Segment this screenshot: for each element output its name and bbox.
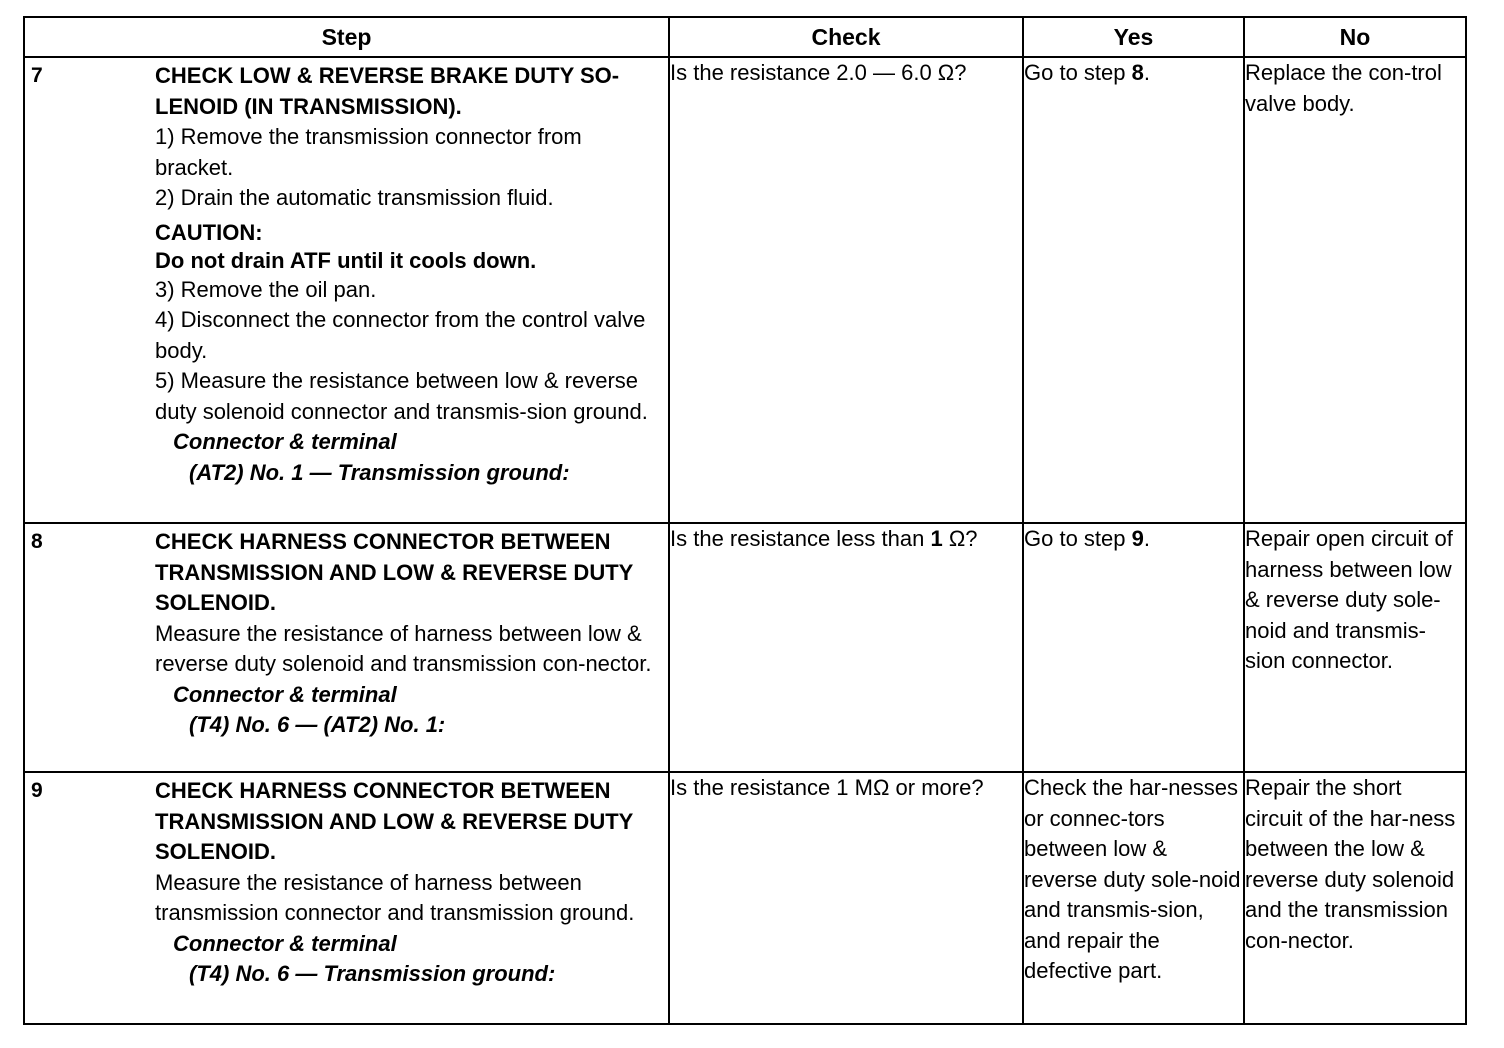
- connector-terminal-value: (AT2) No. 1 — Transmission ground:: [189, 459, 570, 485]
- yes-step-number: 8: [1131, 60, 1144, 85]
- check-text: Is the resistance less than: [670, 526, 931, 551]
- yes-cell: [1023, 57, 1244, 523]
- connector-terminal-label: Connector & terminal: [173, 429, 397, 454]
- yes-cell: Check the har-nesses or connec-tors between low & reverse duty sole-noid and transmis-sion, and repair the defective part.: [1023, 772, 1244, 1024]
- yes-text: Go to step: [1024, 60, 1132, 85]
- step-description: Measure the resistance of harness between transmission connector and transmission ground.: [155, 869, 635, 925]
- diagnostic-table: [23, 16, 1467, 1025]
- step-instruction: 4) Disconnect the connector from the control valve body.: [155, 307, 646, 363]
- step-instruction: 2) Drain the automatic transmission fluid.: [155, 185, 554, 210]
- yes-text: Go to step: [1024, 526, 1132, 551]
- header-step: Step: [24, 17, 669, 57]
- table-row: [24, 772, 1466, 1024]
- check-suffix: Ω?: [942, 526, 978, 551]
- header-check: Check: [669, 17, 1023, 57]
- table-row: [24, 523, 1466, 772]
- step-cell: [24, 57, 669, 523]
- step-description: Measure the resistance of harness between low & reverse duty solenoid and transmission con-nector.: [155, 620, 652, 676]
- connector-terminal-value: (T4) No. 6 — Transmission ground:: [189, 961, 556, 986]
- check-value: 1: [930, 526, 943, 551]
- no-cell: Repair open circuit of harness between low & reverse duty sole-noid and transmis-sion connector.: [1244, 523, 1466, 772]
- caution-text: Do not drain ATF until it cools down.: [155, 247, 537, 273]
- step-instruction: 5) Measure the resistance between low & reverse duty solenoid connector and transmis-sion ground.: [155, 368, 648, 424]
- yes-step-number: 9: [1131, 526, 1144, 551]
- step-number: 8: [31, 530, 43, 553]
- check-cell: [669, 523, 1023, 772]
- yes-suffix: .: [1143, 526, 1150, 551]
- check-cell: Is the resistance 1 MΩ or more?: [669, 772, 1023, 1024]
- check-cell: Is the resistance 2.0 — 6.0 Ω?: [669, 57, 1023, 523]
- header-no: No: [1244, 17, 1466, 57]
- yes-suffix: .: [1143, 60, 1150, 85]
- step-cell: [24, 772, 669, 1024]
- step-cell: [24, 523, 669, 772]
- no-cell: Repair the short circuit of the har-ness between the low & reverse duty solenoid and the transmission con-nector.: [1244, 772, 1466, 1024]
- connector-terminal-label: Connector & terminal: [173, 681, 397, 707]
- connector-terminal-value: (T4) No. 6 — (AT2) No. 1:: [189, 712, 446, 737]
- step-title: CHECK LOW & REVERSE BRAKE DUTY SO-LENOID (IN TRANSMISSION).: [155, 63, 620, 119]
- step-number: 9: [31, 779, 43, 802]
- step-instruction: 3) Remove the oil pan.: [155, 276, 377, 302]
- step-title: CHECK HARNESS CONNECTOR BETWEEN TRANSMISSION AND LOW & REVERSE DUTY SOLENOID.: [155, 778, 633, 864]
- step-title: CHECK HARNESS CONNECTOR BETWEEN TRANSMISSION AND LOW & REVERSE DUTY SOLENOID.: [155, 529, 633, 615]
- step-number: 7: [31, 64, 43, 87]
- header-yes: Yes: [1023, 17, 1244, 57]
- table-row: [24, 57, 1466, 523]
- connector-terminal-label: Connector & terminal: [173, 930, 397, 956]
- table-header-row: [24, 17, 1466, 57]
- no-cell: Replace the con-trol valve body.: [1244, 57, 1466, 523]
- step-instruction: 1) Remove the transmission connector from bracket.: [155, 124, 582, 180]
- yes-cell: [1023, 523, 1244, 772]
- caution-label: CAUTION:: [155, 219, 263, 245]
